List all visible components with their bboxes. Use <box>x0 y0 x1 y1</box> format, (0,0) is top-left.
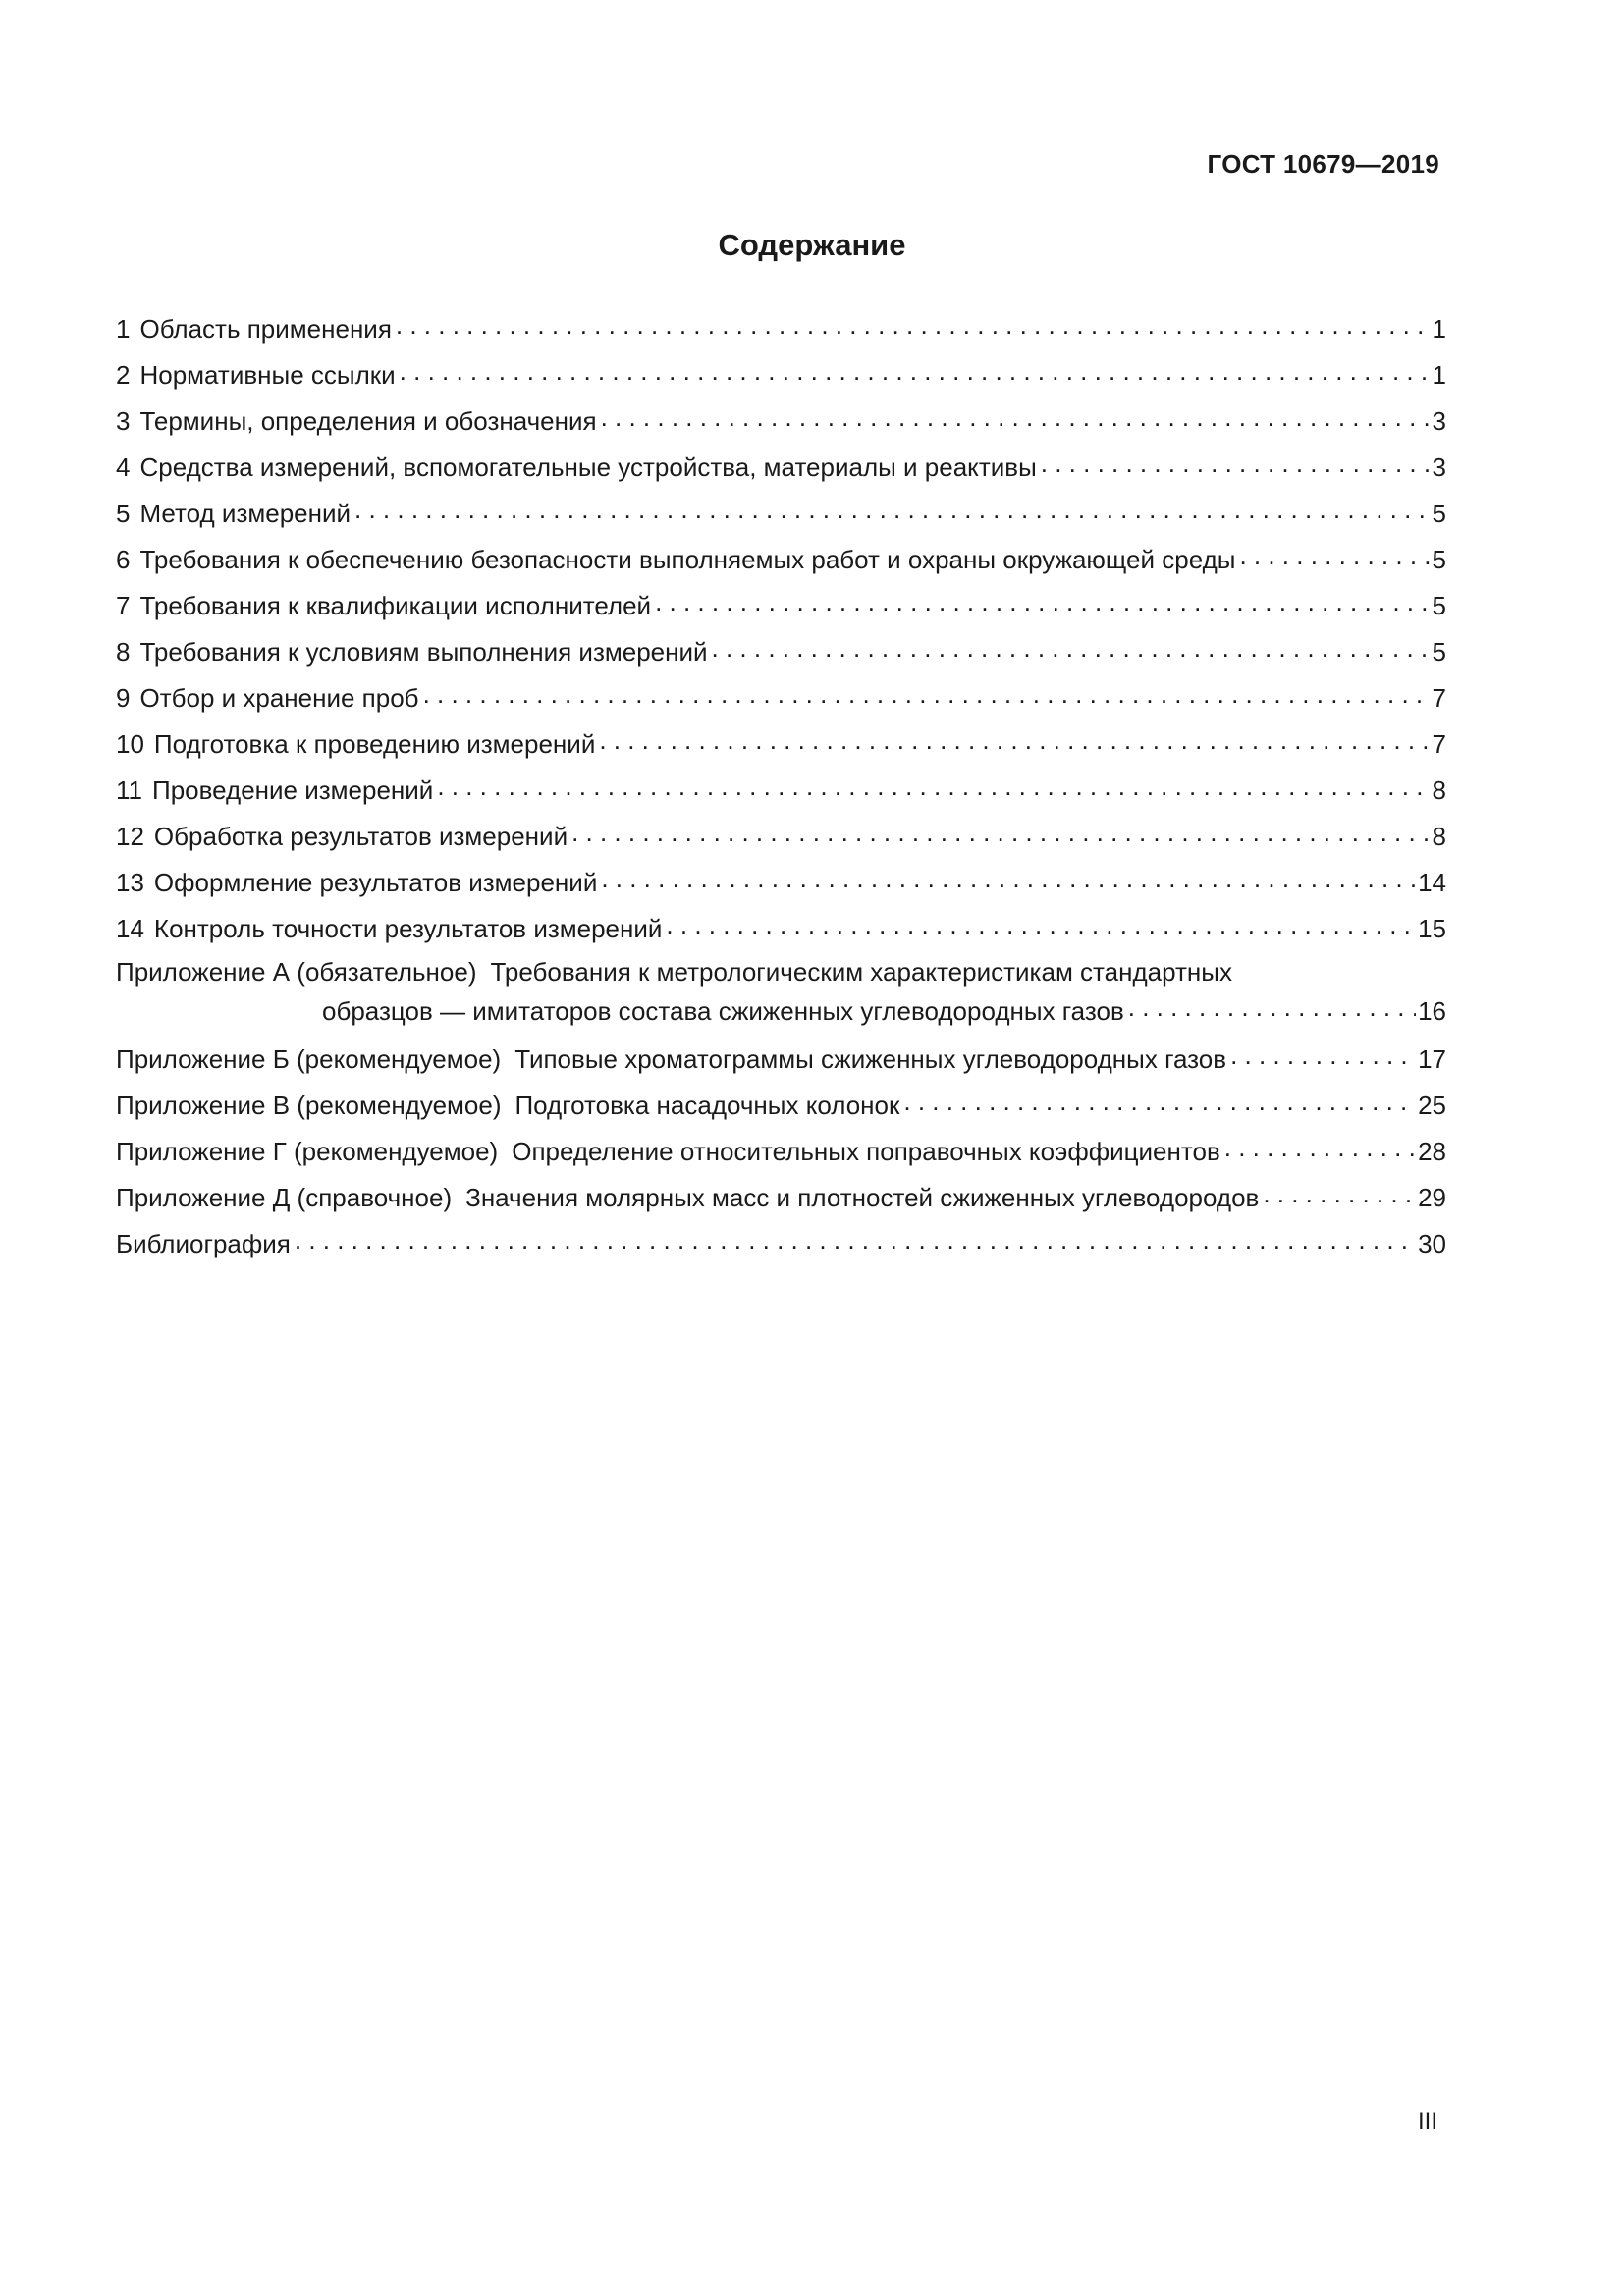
toc-entry-page: 14 <box>1418 868 1446 897</box>
toc-entry-number: 3 <box>116 406 131 436</box>
table-of-contents <box>116 306 1446 1267</box>
appendix-label: Приложение А (обязательное) <box>116 957 477 987</box>
toc-entry-title: Требования к квалификации исполнителей <box>139 591 652 620</box>
toc-entry[interactable] <box>116 814 1446 860</box>
appendix-a-line2 <box>116 991 1446 1031</box>
dot-leader <box>599 727 1430 753</box>
toc-entry-page: 5 <box>1432 591 1446 620</box>
dot-leader <box>1224 1135 1416 1160</box>
toc-entry-page: 3 <box>1432 453 1446 482</box>
toc-entry-title: Оформление результатов измерений <box>153 868 598 897</box>
page-number: III <box>1417 2109 1437 2135</box>
appendix-title-line2: образцов — имитаторов состава сжиженных углеводородных газов <box>322 996 1124 1026</box>
toc-entry-number: 7 <box>116 591 131 620</box>
dot-leader <box>295 1227 1416 1253</box>
toc-entry-appendix-a[interactable] <box>116 952 1446 1031</box>
toc-entry[interactable] <box>116 445 1446 491</box>
toc-title: Содержание <box>718 228 906 262</box>
toc-entry[interactable] <box>116 906 1446 952</box>
appendix-title: Типовые хроматограммы сжиженных углеводородных газов <box>514 1044 1227 1074</box>
dot-leader <box>1230 1042 1416 1068</box>
toc-entry[interactable] <box>116 491 1446 537</box>
toc-entry[interactable] <box>116 537 1446 583</box>
toc-entry-page: 5 <box>1432 499 1446 528</box>
toc-entry-page: 15 <box>1418 914 1446 943</box>
toc-entry-title: Средства измерений, вспомогательные устройства, материалы и реактивы <box>139 453 1037 482</box>
document-code: ГОСТ 10679—2019 <box>1207 149 1439 179</box>
toc-entry[interactable] <box>116 629 1446 675</box>
toc-entry-page: 8 <box>1432 775 1446 805</box>
dot-leader <box>1263 1181 1416 1206</box>
appendix-title-line1: Требования к метрологическим характеристикам стандартных <box>490 957 1232 987</box>
toc-entry-number: 12 <box>116 822 144 851</box>
dot-leader <box>903 1089 1416 1114</box>
toc-entry-number: 2 <box>116 360 131 390</box>
toc-entry-page: 8 <box>1432 822 1446 851</box>
toc-entry-page: 28 <box>1418 1137 1446 1166</box>
toc-entry[interactable] <box>116 721 1446 768</box>
toc-entry[interactable] <box>116 306 1446 352</box>
appendix-label: Приложение В (рекомендуемое) <box>116 1091 502 1120</box>
toc-entry[interactable] <box>116 860 1446 906</box>
toc-entry-title: Термины, определения и обозначения <box>139 406 597 436</box>
toc-entry-page: 5 <box>1432 637 1446 667</box>
toc-entry-page: 1 <box>1432 360 1446 390</box>
dot-leader <box>437 774 1430 799</box>
toc-entry-appendix[interactable] <box>116 1175 1446 1221</box>
toc-entry-number: 1 <box>116 314 131 344</box>
toc-entry-title: Требования к обеспечению безопасности выполняемых работ и охраны окружающей среды <box>139 545 1236 574</box>
dot-leader <box>666 912 1416 937</box>
dot-leader <box>655 589 1430 614</box>
toc-entry-number: 8 <box>116 637 131 667</box>
toc-entry-number: 6 <box>116 545 131 574</box>
toc-entry[interactable] <box>116 675 1446 721</box>
toc-entry-title: Проведение измерений <box>152 775 434 805</box>
toc-entry[interactable] <box>116 768 1446 814</box>
dot-leader <box>1128 994 1416 1020</box>
toc-entry-appendix[interactable] <box>116 1037 1446 1083</box>
appendix-label: Приложение Г (рекомендуемое) <box>116 1137 499 1166</box>
appendix-label: Приложение Б (рекомендуемое) <box>116 1044 502 1074</box>
toc-entry-number: 9 <box>116 683 131 713</box>
toc-entry[interactable] <box>116 399 1446 445</box>
toc-entry-number: 14 <box>116 914 144 943</box>
dot-leader <box>396 312 1431 338</box>
appendix-title: Значения молярных масс и плотностей сжиженных углеводородов <box>465 1183 1260 1212</box>
toc-entry-appendix[interactable] <box>116 1129 1446 1175</box>
dot-leader <box>1239 543 1430 568</box>
appendix-title: Подготовка насадочных колонок <box>514 1091 900 1120</box>
toc-entry-appendix[interactable] <box>116 1083 1446 1129</box>
toc-entry-page: 7 <box>1432 683 1446 713</box>
dot-leader <box>712 635 1431 661</box>
toc-entry-title: Область применения <box>139 314 392 344</box>
appendix-title: Определение относительных поправочных коэффициентов <box>512 1137 1220 1166</box>
toc-entry-page: 3 <box>1432 406 1446 436</box>
toc-entry-number: 5 <box>116 499 131 528</box>
toc-entry-title: Отбор и хранение проб <box>139 683 419 713</box>
toc-entry-title: Требования к условиям выполнения измерений <box>139 637 708 667</box>
dot-leader <box>400 358 1431 384</box>
toc-entry-title: Контроль точности результатов измерений <box>153 914 663 943</box>
dot-leader <box>571 820 1430 845</box>
toc-entry-page: 29 <box>1418 1183 1446 1212</box>
toc-entry-page: 30 <box>1418 1229 1446 1258</box>
dot-leader <box>601 404 1431 430</box>
toc-entry-page: 16 <box>1418 996 1446 1026</box>
toc-entry-page: 1 <box>1432 314 1446 344</box>
toc-entry-page: 5 <box>1432 545 1446 574</box>
toc-entry-title: Метод измерений <box>139 499 352 528</box>
toc-entry-title: Нормативные ссылки <box>139 360 396 390</box>
dot-leader <box>601 866 1416 891</box>
toc-entry-bibliography[interactable] <box>116 1221 1446 1267</box>
dot-leader <box>423 681 1431 707</box>
toc-entry-page: 17 <box>1418 1044 1446 1074</box>
toc-entry-page: 7 <box>1432 729 1446 759</box>
toc-entry-number: 11 <box>116 775 142 805</box>
toc-entry-title: Подготовка к проведению измерений <box>153 729 596 759</box>
toc-entry[interactable] <box>116 352 1446 399</box>
toc-entry[interactable] <box>116 583 1446 629</box>
dot-leader <box>1041 451 1431 476</box>
appendix-a-line1 <box>116 952 1446 991</box>
toc-entry-number: 13 <box>116 868 144 897</box>
toc-entry-title: Обработка результатов измерений <box>153 822 568 851</box>
toc-entry-number: 10 <box>116 729 144 759</box>
toc-entry-number: 4 <box>116 453 131 482</box>
dot-leader <box>354 497 1431 522</box>
appendix-label: Приложение Д (справочное) <box>116 1183 453 1212</box>
toc-entry-page: 25 <box>1418 1091 1446 1120</box>
bibliography-title: Библиография <box>116 1229 291 1258</box>
